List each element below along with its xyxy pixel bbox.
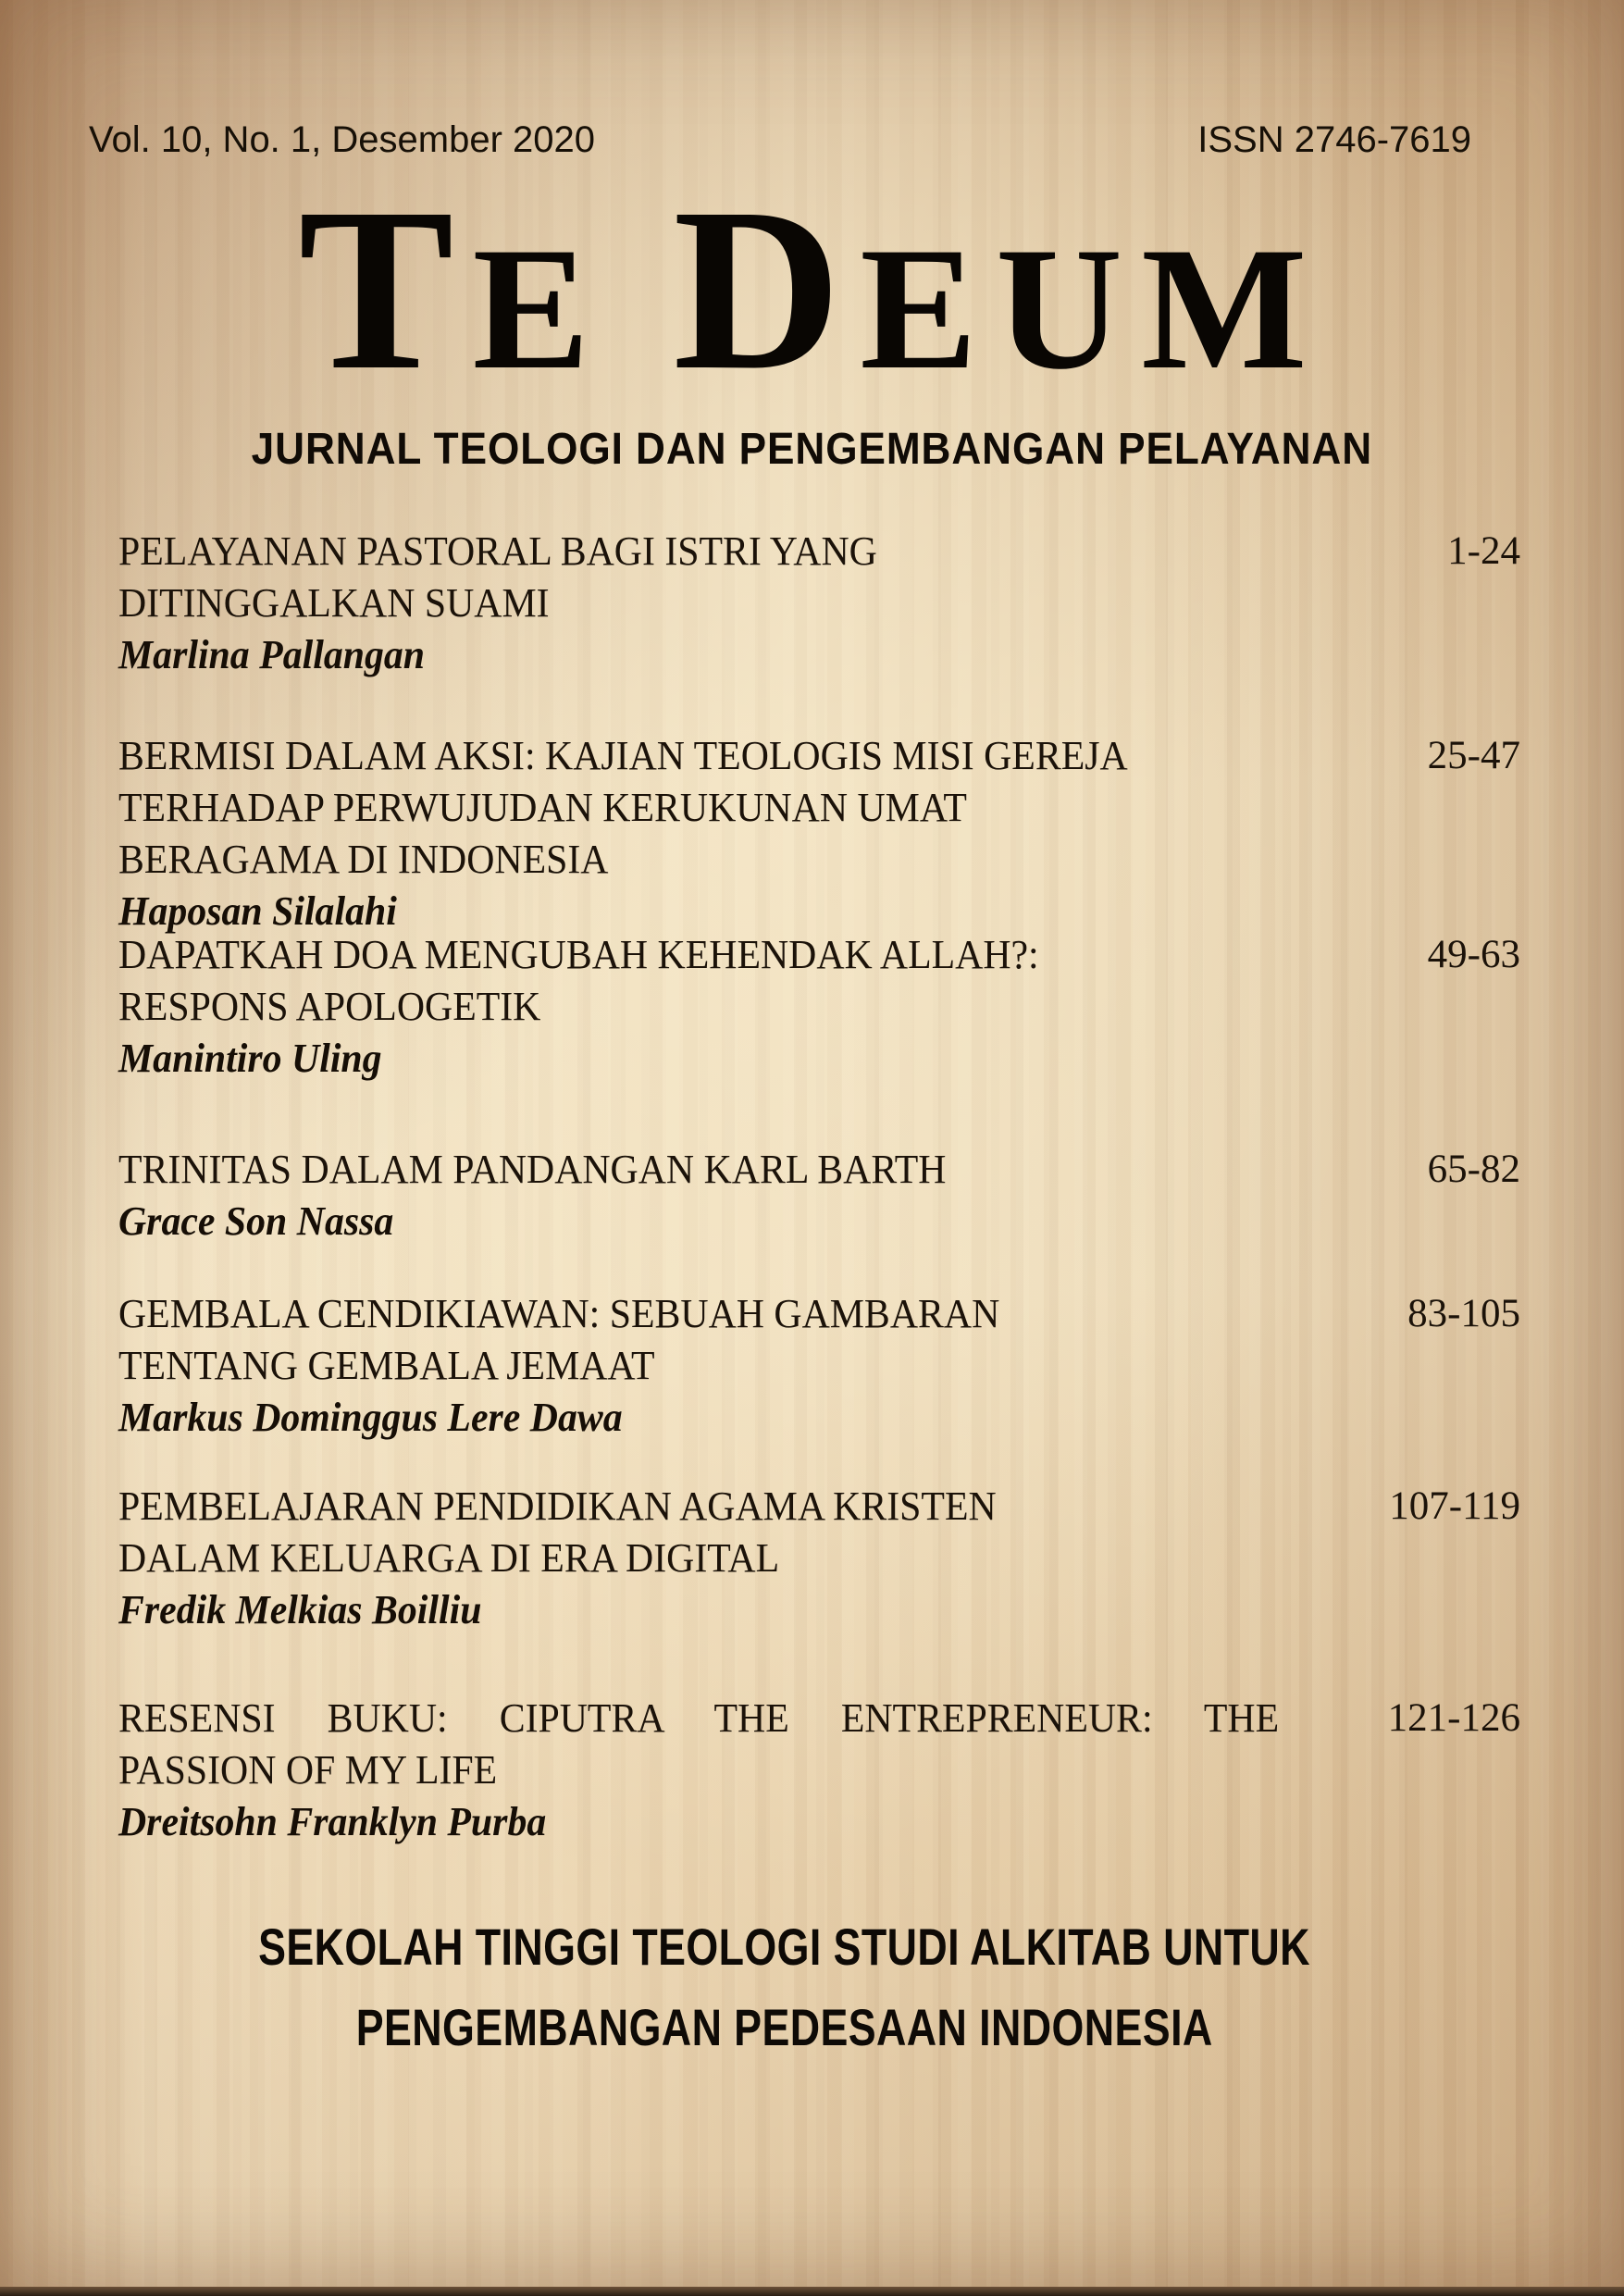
page-bottom-edge — [0, 2287, 1624, 2296]
article-author: Markus Dominggus Lere Dawa — [118, 1395, 623, 1440]
article-title-line: BERAGAMA DI INDONESIA — [118, 837, 609, 882]
article-title-line: DALAM KELUARGA DI ERA DIGITAL — [118, 1535, 780, 1581]
article-title-line: TENTANG GEMBALA JEMAAT — [118, 1343, 655, 1388]
toc-entry-5 — [118, 1288, 1520, 1444]
publisher-line-2-text: PENGEMBANGAN PEDESAAN INDONESIA — [355, 1998, 1213, 2056]
cover-header — [89, 118, 1471, 161]
article-pages: 1-24 — [1447, 529, 1520, 573]
publisher-line — [0, 1994, 1568, 2075]
toc-entry-1 — [118, 526, 1520, 681]
article-title-line: BERMISI DALAM AKSI: KAJIAN TEOLOGIS MISI GEREJA — [118, 733, 1128, 778]
article-pages: 65-82 — [1427, 1148, 1520, 1191]
toc-entry-2 — [118, 730, 1520, 937]
publisher-line — [0, 1914, 1568, 1994]
issn-text: ISSN 2746-7619 — [1197, 119, 1471, 160]
journal-subtitle — [0, 424, 1624, 475]
article-title-line: GEMBALA CENDIKIAWAN: SEBUAH GAMBARAN — [118, 1291, 1000, 1336]
article-title-line: TRINITAS DALAM PANDANGAN KARL BARTH — [118, 1147, 947, 1192]
toc-entry-6 — [118, 1481, 1520, 1636]
journal-title-initial-2: D — [673, 159, 861, 418]
toc-entry-3 — [118, 929, 1520, 1085]
article-author: Fredik Melkias Boilliu — [118, 1587, 482, 1632]
article-title-line: DITINGGALKAN SUAMI — [118, 580, 550, 626]
journal-subtitle-text: JURNAL TEOLOGI DAN PENGEMBANGAN PELAYANAN — [251, 425, 1373, 474]
article-author: Dreitsohn Franklyn Purba — [118, 1799, 547, 1844]
article-pages: 25-47 — [1427, 734, 1520, 777]
article-pages: 107-119 — [1389, 1484, 1520, 1528]
journal-title-rest-2: EUM — [860, 212, 1326, 406]
article-author: Grace Son Nassa — [118, 1198, 394, 1244]
article-pages: 83-105 — [1407, 1292, 1520, 1335]
journal-title-initial-1: T — [298, 159, 473, 418]
publisher-line-1-text: SEKOLAH TINGGI TEOLOGI STUDI ALKITAB UNTUK — [258, 1917, 1310, 1976]
article-title-line: PASSION OF MY LIFE — [118, 1747, 498, 1793]
article-title-line: PEMBELAJARAN PENDIDIKAN AGAMA KRISTEN — [118, 1483, 997, 1529]
journal-title — [0, 159, 1624, 418]
toc-entry-7 — [118, 1693, 1520, 1848]
article-author: Manintiro Uling — [118, 1036, 382, 1081]
article-title-line: RESPONS APOLOGETIK — [118, 984, 541, 1029]
volume-issue-text: Vol. 10, No. 1, Desember 2020 — [89, 119, 595, 160]
publisher-name — [0, 1914, 1568, 2075]
article-title-line: TERHADAP PERWUJUDAN KERUKUNAN UMAT — [118, 785, 967, 830]
journal-title-rest-1: E — [472, 212, 609, 406]
article-author: Marlina Pallangan — [118, 632, 426, 677]
article-title-line: PELAYANAN PASTORAL BAGI ISTRI YANG — [118, 528, 877, 574]
article-title-line: RESENSI BUKU: CIPUTRA THE ENTREPRENEUR: THE — [118, 1695, 1280, 1741]
article-title-line: DAPATKAH DOA MENGUBAH KEHENDAK ALLAH?: — [118, 932, 1039, 977]
toc-entry-4 — [118, 1144, 1520, 1247]
article-pages: 121-126 — [1387, 1696, 1520, 1740]
article-pages: 49-63 — [1427, 933, 1520, 976]
article-author: Haposan Silalahi — [118, 888, 397, 934]
